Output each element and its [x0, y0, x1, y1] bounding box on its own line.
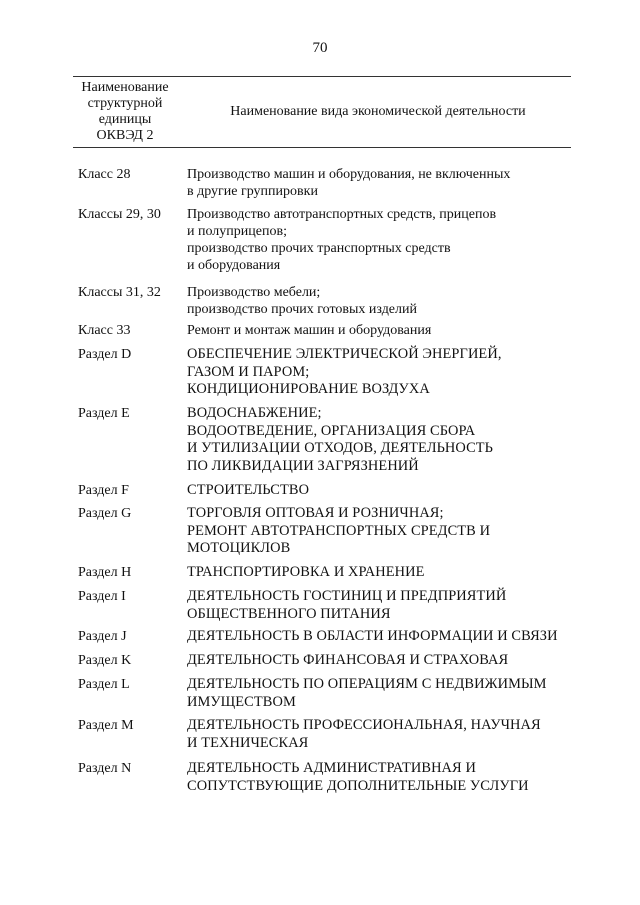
activity-description-line: ИМУЩЕСТВОМ — [187, 693, 296, 710]
activity-description-line: ВОДООТВЕДЕНИЕ, ОРГАНИЗАЦИЯ СБОРА — [187, 422, 476, 439]
activity-description-line: ВОДОСНАБЖЕНИЕ; — [187, 405, 322, 421]
activity-description — [187, 505, 490, 558]
activity-description-line: ДЕЯТЕЛЬНОСТЬ ПРОФЕССИОНАЛЬНАЯ, НАУЧНАЯ — [187, 717, 541, 733]
activity-description — [187, 760, 529, 795]
header-name-column: Наименование вида экономической деятельности — [230, 104, 526, 119]
activity-description-line: СТРОИТЕЛЬСТВО — [187, 482, 310, 498]
activity-description-line: И ТЕХНИЧЕСКАЯ — [187, 734, 309, 751]
activity-description — [187, 717, 541, 752]
activity-description-line: и оборудования — [187, 258, 281, 273]
activity-description-line: Производство автотранспортных средств, прицепов — [187, 207, 497, 222]
okved-code: Раздел L — [78, 677, 130, 692]
table-header-top-rule — [73, 76, 571, 77]
activity-description-line: ГАЗОМ И ПАРОМ; — [187, 363, 310, 380]
activity-description — [187, 346, 502, 399]
activity-description-line: Ремонт и монтаж машин и оборудования — [187, 323, 432, 338]
activity-description — [187, 628, 558, 646]
activity-description-line: ДЕЯТЕЛЬНОСТЬ АДМИНИСТРАТИВНАЯ И — [187, 760, 476, 776]
activity-description — [187, 564, 425, 582]
activity-description-line: производство прочих готовых изделий — [187, 302, 417, 317]
okved-code: Раздел D — [78, 347, 132, 362]
okved-code: Раздел M — [78, 718, 134, 733]
okved-code: Раздел E — [78, 406, 130, 421]
activity-description — [187, 588, 506, 623]
activity-description — [187, 652, 508, 670]
okved-code: Раздел H — [78, 565, 132, 580]
activity-description-line: ОБЩЕСТВЕННОГО ПИТАНИЯ — [187, 605, 391, 622]
okved-code: Классы 29, 30 — [78, 207, 161, 222]
activity-description — [187, 166, 510, 200]
activity-description-line: производство прочих транспортных средств — [187, 241, 451, 256]
activity-description-line: ДЕЯТЕЛЬНОСТЬ ФИНАНСОВАЯ И СТРАХОВАЯ — [187, 652, 509, 668]
header-code-line: Наименование — [81, 80, 169, 95]
okved-code: Раздел N — [78, 761, 132, 776]
okved-code: Раздел J — [78, 629, 127, 644]
activity-description-line: ДЕЯТЕЛЬНОСТЬ В ОБЛАСТИ ИНФОРМАЦИИ И СВЯЗИ — [187, 628, 558, 644]
activity-description-line: КОНДИЦИОНИРОВАНИЕ ВОЗДУХА — [187, 381, 430, 397]
okved-code: Классы 31, 32 — [78, 285, 161, 300]
header-code-line: единицы — [98, 112, 152, 127]
activity-description-line: ТОРГОВЛЯ ОПТОВАЯ И РОЗНИЧНАЯ; — [187, 505, 444, 521]
okved-code: Раздел I — [78, 589, 126, 604]
activity-description-line: в другие группировки — [187, 184, 318, 199]
okved-code: Класс 28 — [78, 167, 131, 182]
header-code-line: структурной — [87, 96, 163, 111]
activity-description — [187, 482, 309, 500]
activity-description-line: И УТИЛИЗАЦИИ ОТХОДОВ, ДЕЯТЕЛЬНОСТЬ — [187, 440, 494, 456]
activity-description — [187, 284, 417, 318]
table-header-bottom-rule — [73, 147, 571, 148]
activity-description — [187, 322, 431, 339]
okved-code: Раздел F — [78, 483, 129, 498]
activity-description-line: ТРАНСПОРТИРОВКА И ХРАНЕНИЕ — [187, 564, 425, 580]
activity-description — [187, 206, 496, 274]
activity-description — [187, 405, 493, 475]
activity-description-line: Производство машин и оборудования, не включенных — [187, 167, 511, 182]
activity-description-line: Производство мебели; — [187, 285, 321, 300]
okved-code: Класс 33 — [78, 323, 131, 338]
okved-code: Раздел K — [78, 653, 132, 668]
activity-description-line: РЕМОНТ АВТОТРАНСПОРТНЫХ СРЕДСТВ И — [187, 522, 491, 539]
activity-description-line: и полуприцепов; — [187, 224, 287, 239]
header-code-line: ОКВЭД 2 — [96, 128, 154, 143]
activity-description-line: ДЕЯТЕЛЬНОСТЬ ГОСТИНИЦ И ПРЕДПРИЯТИЙ — [187, 588, 507, 604]
activity-description — [187, 676, 547, 711]
page-number: 70 — [312, 40, 328, 56]
activity-description-line: МОТОЦИКЛОВ — [187, 540, 291, 556]
activity-description-line: ДЕЯТЕЛЬНОСТЬ ПО ОПЕРАЦИЯМ С НЕДВИЖИМЫМ — [187, 676, 547, 692]
okved-code: Раздел G — [78, 506, 132, 521]
header-code-column — [73, 80, 177, 144]
activity-description-line: ПО ЛИКВИДАЦИИ ЗАГРЯЗНЕНИЙ — [187, 457, 419, 474]
activity-description-line: ОБЕСПЕЧЕНИЕ ЭЛЕКТРИЧЕСКОЙ ЭНЕРГИЕЙ, — [187, 346, 502, 362]
activity-description-line: СОПУТСТВУЮЩИЕ ДОПОЛНИТЕЛЬНЫЕ УСЛУГИ — [187, 777, 529, 794]
